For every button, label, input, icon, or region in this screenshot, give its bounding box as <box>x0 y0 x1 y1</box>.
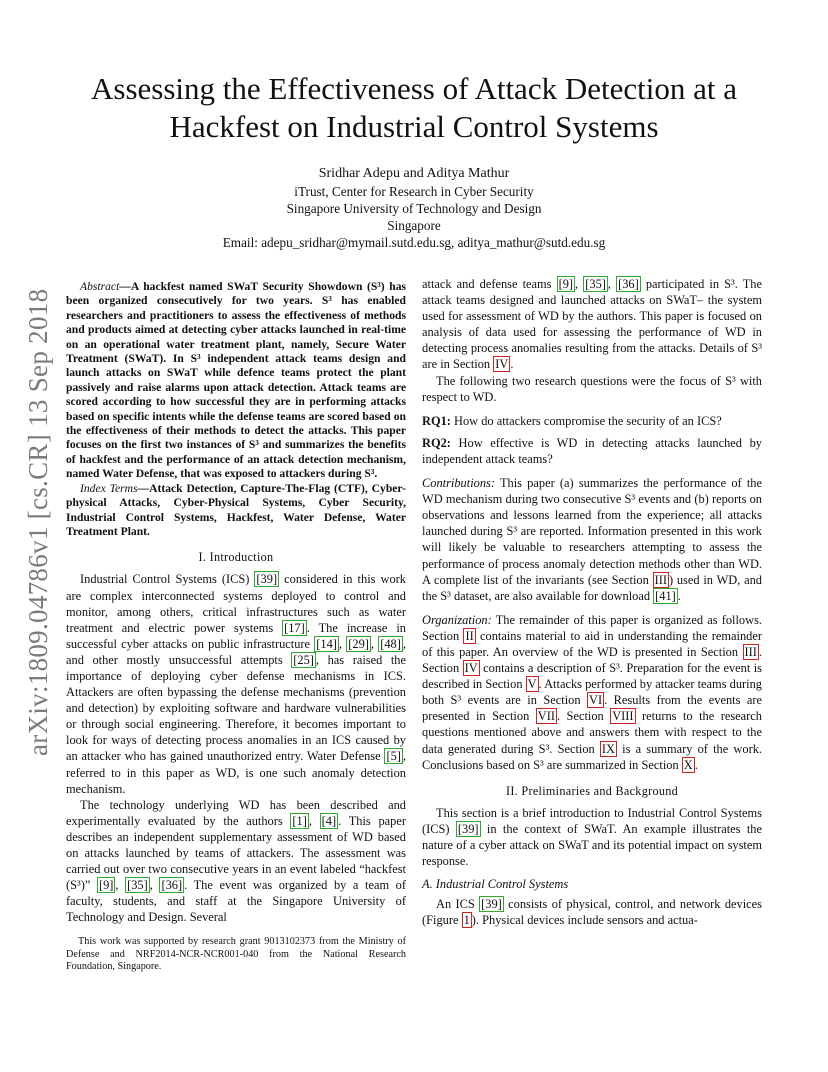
text-run: Industrial Control Systems (ICS) <box>80 572 255 587</box>
section-link[interactable]: V <box>527 677 537 692</box>
section-link[interactable]: VI <box>589 693 603 708</box>
section-heading-introduction: I. Introduction <box>198 550 274 565</box>
text-run: , <box>575 277 584 291</box>
text-run: ) used in WD, and the S³ dataset, are also available for download <box>422 572 762 603</box>
section-link[interactable]: IX <box>601 741 615 756</box>
text-run: , and other mostly unsuccessful attempts <box>66 636 406 667</box>
text-run: . Results from the events are presented in Section <box>422 693 763 724</box>
text-run: The remainder of this paper is organized as follows. Section <box>422 612 762 643</box>
text-run: . The event was organized by a team of faculty, students, and staff at the Singapore University of Technology and Design. Several <box>66 878 407 925</box>
citation-link[interactable]: [36] <box>161 878 183 893</box>
text-run: participated in S³. The attack teams designed and launched attacks on SWaT– the system used for assessment of WD by the authors. This paper is focused on analysis of data used for assessing the performance of WD in detecting process anomalies resulting from the attacks. Details of S³ are in Section <box>422 277 762 372</box>
organization-label: Organization: <box>422 612 492 627</box>
citation-link[interactable]: [14] <box>316 636 337 651</box>
text-run: considered in this work are complex interconnected systems deployed to control and monitor, among others, critical infrastructures such as water treatment and electric power systems <box>66 572 406 635</box>
left-column <box>66 280 406 925</box>
index-terms-text: Attack Detection, Capture-The-Flag (CTF), Cyber-physical Attacks, Cyber-Physical Systems, Cyber Security, Industrial Control Systems, Hackfest, Water Defense, Water Treatment Plant. <box>66 481 407 538</box>
text-run: , has raised the importance of deploying cyber defense mechanisms in ICS. Attackers are often bypassing the defense mechanisms (prevention and detection) by exploiting software and hardware vulnerabilities or through social engineering. Therefore, it becomes important to look for ways of detecting process anomalies in an ICS caused by an attacker who has gained unauthorized entry. Water Defense <box>66 652 406 764</box>
affiliation-country: Singapore <box>387 218 441 233</box>
paper-title <box>40 70 788 146</box>
citation-link[interactable]: [41] <box>655 588 676 603</box>
affiliation-center: iTrust, Center for Research in Cyber Security <box>294 184 534 199</box>
rq2-text: How effective is WD in detecting attacks launched by independent attack teams? <box>422 435 762 466</box>
citation-link[interactable]: [35] <box>585 277 606 291</box>
text-run: . Section <box>556 709 611 724</box>
text-run: . Section <box>422 644 762 676</box>
author-emails: Email: adepu_sridhar@mymail.sutd.edu.sg, aditya_mathur@sutd.edu.sg <box>222 235 606 250</box>
text-run: . <box>694 757 698 772</box>
contributions-label: Contributions: <box>422 476 495 491</box>
section-link[interactable]: VII <box>537 709 555 724</box>
text-run: . <box>510 357 514 372</box>
intro-paragraph-2 <box>66 797 406 926</box>
section-link[interactable]: IV <box>495 357 509 372</box>
research-question-2 <box>422 435 762 467</box>
text-run: returns to the research questions mentioned above and answers them with respect to the data generated during S³. Section <box>422 709 762 756</box>
text-run: This paper (a) summarizes the performance of the WD mechanism during two consecutive S³ events and (b) reports on observations and lessons learned from the experience; all attacks launched during S³ are reported. Information presented in this work will likely be valuable to researchers attempting to assess the performance of process anomaly detection methods other than WD. A complete list of the invariants (see Section <box>422 476 762 587</box>
citation-link[interactable]: [39] <box>457 821 479 836</box>
text-run: contains a description of S³. Preparation for the event is described in Section <box>422 661 762 692</box>
abstract-label: Abstract <box>80 280 120 293</box>
rq1-text: How do attackers compromise the security of an ICS? <box>450 413 722 428</box>
organization-paragraph <box>422 612 762 773</box>
section-link[interactable]: X <box>683 757 693 772</box>
text-run: An ICS <box>436 897 480 912</box>
text-run: , referred to in this paper as WD, is one such anomaly detection mechanism. <box>66 749 406 796</box>
text-run: consists of physical, control, and network devices (Figure <box>422 897 762 928</box>
rq2-label: RQ2: <box>422 435 451 450</box>
text-run: ). Physical devices include sensors and actua- <box>471 913 698 928</box>
affiliation-university: Singapore University of Technology and Design <box>286 201 542 216</box>
citation-link[interactable]: [5] <box>386 749 401 764</box>
text-run: . <box>677 588 681 603</box>
citation-link[interactable]: [4] <box>321 813 337 828</box>
arxiv-sidebar-stamp: arXiv:1809.04786v1 [cs.CR] 13 Sep 2018 <box>23 288 53 756</box>
right-paragraph-2: The following two research questions were the focus of S³ with respect to WD. <box>422 373 762 404</box>
text-run: attack and defense teams <box>422 277 557 291</box>
text-run: , <box>149 878 160 893</box>
right-column <box>422 276 762 928</box>
section-link[interactable]: II <box>465 628 474 643</box>
citation-link[interactable]: [48] <box>380 636 401 651</box>
citation-link[interactable]: [39] <box>481 897 502 912</box>
citation-link[interactable]: [36] <box>618 277 639 291</box>
funding-footnote: This work was supported by research grant 9013102373 from the Ministry of Defense and NRF2014-NCR-NCR001-040 from the National Research Foundation, Singapore. <box>66 936 406 973</box>
intro-paragraph-1 <box>66 571 406 796</box>
ics-paragraph-1 <box>422 896 762 928</box>
citation-link[interactable]: [9] <box>98 878 114 893</box>
citation-link[interactable]: [39] <box>256 572 278 587</box>
text-run: . This paper describes an independent supplementary assessment of WD based on attacks launched by teams of attackers. The assessment was carried out over two consecutive years in an event labeled “hackfest (S³)” <box>66 813 406 893</box>
figure-link[interactable]: 1 <box>463 913 470 928</box>
author-names: Sridhar Adepu and Aditya Mathur <box>318 166 510 181</box>
text-run: The technology underlying WD has been described and experimentally evaluated by the authors <box>66 797 406 828</box>
abstract: Abstract—A hackfest named SWaT Security Showdown (S³) has been organized consecutively for two years. S³ has enabled researchers and practitioners to assess the effectiveness of methods and products aimed at detecting cyber attacks launched in real-time on an operational water treatment plant, namely, Secure Water Treatment (SWaT). In S³ independent attack teams design and launch attacks on SWaT while defence teams protect the plant passively and raise alarms upon attack detection. Attack teams are scored according to how successful they are in performing attacks based on specific intents while the defense teams are scored based on the effectiveness of their methods to detect the attacks. This paper focuses on the first two instances of S³ and summarizes the benefits of hackfest and the performance of an attack detection mechanism, named Water Defense, that was exposed to attackers during S³. <box>66 280 406 481</box>
research-question-1 <box>422 413 762 429</box>
section-link[interactable]: III <box>654 572 667 587</box>
citation-link[interactable]: [17] <box>284 620 305 635</box>
section-link[interactable]: IV <box>464 661 478 676</box>
title-line-2: Hackfest on Industrial Control Systems <box>169 109 659 144</box>
text-run: , <box>607 277 617 291</box>
text-run: contains material to aid in understanding the remainder of this paper. An overview of the WD is presented in Section <box>422 628 762 659</box>
citation-link[interactable]: [9] <box>558 277 574 291</box>
abstract-text: A hackfest named SWaT Security Showdown (S³) has been organized consecutively for two years. S³ has enabled researchers and practitioners to assess the effectiveness of methods and products aimed at detecting cyber attacks launched in real-time on an operational water treatment plant, namely, Secure Water Treatment (SWaT). In S³ independent attack teams design and launch attacks on SWaT while defence teams protect the plant passively and raise alarms upon attack detection. Attack teams are scored according to how successful they are in performing attacks based on specific intents while the defense teams are scored based on the effectiveness of their methods to detect the attacks. This paper focuses on the first two instances of S³ and summarizes the benefits of hackfest and the performance of an attack detection mechanism, named Water Defense, that was exposed to attackers during S³. <box>66 280 406 481</box>
rq1-label: RQ1: <box>422 413 451 428</box>
text-run: , <box>338 636 347 651</box>
citation-link[interactable]: [1] <box>292 813 307 828</box>
preliminaries-paragraph-1 <box>422 805 762 869</box>
index-terms-label: Index Terms <box>80 481 138 495</box>
text-run: This section is a brief introduction to Industrial Control Systems (ICS) <box>422 805 762 836</box>
citation-link[interactable]: [35] <box>127 878 148 893</box>
citation-link[interactable]: [25] <box>293 652 314 667</box>
text-run: . Attacks performed by attacker teams during both S³ events are in Section <box>422 677 762 708</box>
text-run: . The increase in successful cyber attacks on public infrastructure <box>66 620 406 651</box>
text-run: , <box>308 813 320 828</box>
citation-link[interactable]: [29] <box>348 636 369 651</box>
title-line-1: Assessing the Effectiveness of Attack Detection at a <box>91 71 737 106</box>
right-paragraph-1 <box>422 276 762 373</box>
author-block <box>100 165 728 251</box>
section-heading-preliminaries: II. Preliminaries and Background <box>505 783 679 798</box>
index-terms: Index Terms—Attack Detection, Capture-The-Flag (CTF), Cyber-physical Attacks, Cyber-Physical Systems, Cyber Security, Industrial Control Systems, Hackfest, Water Defense, Water Treatment Plant. <box>66 481 407 538</box>
section-link[interactable]: III <box>744 644 757 659</box>
contributions-paragraph <box>422 475 762 604</box>
subsection-heading-ics: A. Industrial Control Systems <box>422 877 569 892</box>
text-run: , <box>115 878 126 893</box>
text-run: is a summary of the work. Conclusions based on S³ are summarized in Section <box>422 741 762 772</box>
section-link[interactable]: VIII <box>612 709 634 724</box>
text-run: in the context of SWaT. An example illustrates the nature of a cyber attack on SWaT and its potential impact on system response. <box>422 821 762 869</box>
text-run: , <box>370 636 379 651</box>
